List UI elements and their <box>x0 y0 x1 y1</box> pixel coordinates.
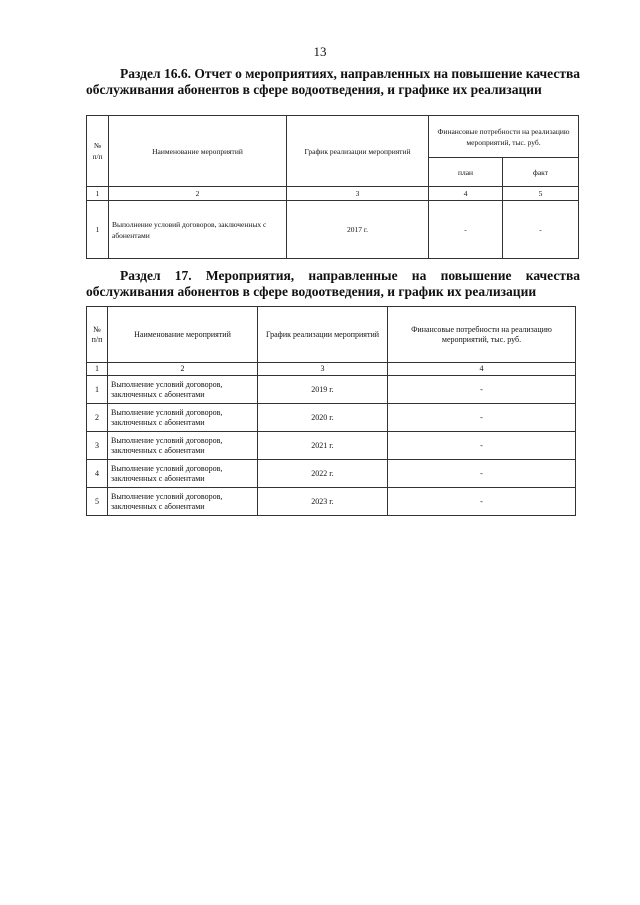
column-index: 1 <box>87 187 109 201</box>
row-schedule: 2017 г. <box>287 201 429 259</box>
row-num: 3 <box>87 432 108 460</box>
row-schedule: 2019 г. <box>258 376 388 404</box>
row-finance: - <box>388 376 576 404</box>
column-index: 4 <box>429 187 503 201</box>
header-num: № п/п <box>87 307 108 363</box>
row-num: 5 <box>87 488 108 516</box>
header-schedule: График реализации мероприятий <box>287 116 429 187</box>
header-plan: план <box>429 158 503 187</box>
column-index-row <box>87 363 576 376</box>
row-num: 1 <box>87 201 109 259</box>
row-name: Выполнение условий договоров, заключенных с абонентами <box>108 376 258 404</box>
row-name: Выполнение условий договоров, заключенных с абонентами <box>108 488 258 516</box>
header-name: Наименование мероприятий <box>108 307 258 363</box>
row-finance: - <box>388 488 576 516</box>
row-schedule: 2023 г. <box>258 488 388 516</box>
header-num: № п/п <box>87 116 109 187</box>
column-index: 5 <box>503 187 579 201</box>
row-name: Выполнение условий договоров, заключенных с абонентами <box>108 432 258 460</box>
table-row <box>87 460 576 488</box>
row-finance: - <box>388 460 576 488</box>
row-name: Выполнение условий договоров, заключенных с абонентами <box>108 460 258 488</box>
table-row <box>87 201 579 259</box>
row-num: 1 <box>87 376 108 404</box>
page-number: 13 <box>313 44 327 59</box>
header-finance: Финансовые потребности на реализацию мероприятий, тыс. руб. <box>388 307 576 363</box>
row-num: 2 <box>87 404 108 432</box>
section-16-6-table <box>86 115 579 259</box>
row-fact: - <box>503 201 579 259</box>
column-index: 1 <box>87 363 108 376</box>
row-plan: - <box>429 201 503 259</box>
row-schedule: 2020 г. <box>258 404 388 432</box>
column-index: 3 <box>287 187 429 201</box>
column-index: 4 <box>388 363 576 376</box>
column-index: 3 <box>258 363 388 376</box>
column-index-row <box>87 187 579 201</box>
table-row <box>87 488 576 516</box>
table-row <box>87 404 576 432</box>
row-schedule: 2021 г. <box>258 432 388 460</box>
row-finance: - <box>388 404 576 432</box>
row-name: Выполнение условий договоров, заключенных с абонентами <box>108 404 258 432</box>
table-row <box>87 432 576 460</box>
column-index: 2 <box>108 363 258 376</box>
section-17-title: Раздел 17. Мероприятия, направленные на повышение качества обслуживания абонентов в сфере водоотведения, и график их реализации <box>86 268 580 299</box>
row-name: Выполнение условий договоров, заключенных с абонентами <box>109 201 287 259</box>
table-row <box>87 376 576 404</box>
header-fact: факт <box>503 158 579 187</box>
row-schedule: 2022 г. <box>258 460 388 488</box>
row-num: 4 <box>87 460 108 488</box>
header-finance: Финансовые потребности на реализацию мероприятий, тыс. руб. <box>429 116 579 158</box>
header-schedule: График реализации мероприятий <box>258 307 388 363</box>
row-finance: - <box>388 432 576 460</box>
section-16-6-title: Раздел 16.6. Отчет о мероприятиях, направленных на повышение качества обслуживания абонентов в сфере водоотведения, и графике их реализации <box>86 66 580 97</box>
header-name: Наименование мероприятий <box>109 116 287 187</box>
column-index: 2 <box>109 187 287 201</box>
section-17-table <box>86 306 576 516</box>
